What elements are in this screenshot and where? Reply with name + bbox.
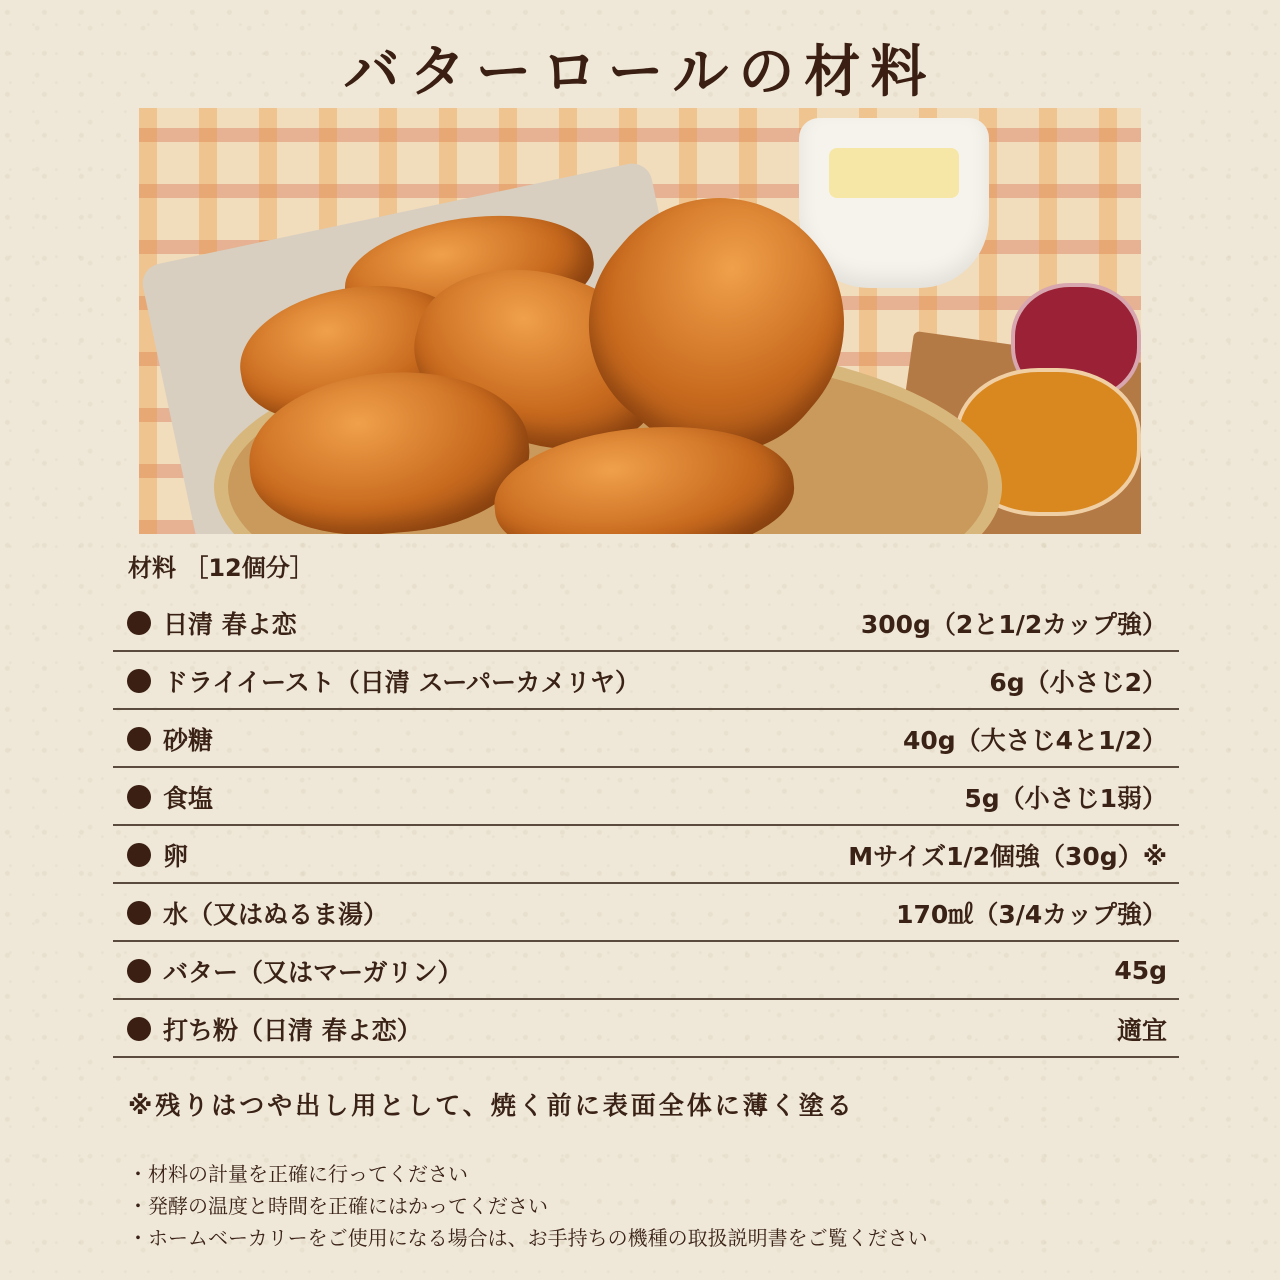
ingredient-row: [113, 827, 1179, 884]
ingredient-amount: 6g（小さじ2）: [989, 667, 1167, 697]
tip-item: ・材料の計量を正確に行ってください: [128, 1162, 468, 1186]
ingredient-name: 打ち粉（日清 春よ恋）: [163, 1015, 422, 1045]
bullet-icon: [127, 959, 151, 983]
bullet-icon: [127, 669, 151, 693]
ingredient-name: ドライイースト（日清 スーパーカメリヤ）: [163, 667, 640, 697]
ingredient-row: [113, 943, 1179, 1000]
butter-pieces: [829, 148, 959, 198]
ingredient-name: 水（又はぬるま湯）: [163, 899, 389, 929]
bullet-icon: [127, 901, 151, 925]
ingredient-amount: Mサイズ1/2個強（30g）※: [848, 841, 1167, 871]
ingredient-row: [113, 653, 1179, 710]
bullet-icon: [127, 843, 151, 867]
bread-rolls-photo: [139, 108, 1141, 534]
bullet-icon: [127, 611, 151, 635]
bullet-icon: [127, 727, 151, 751]
ingredient-amount: 45g: [1114, 956, 1167, 985]
ingredient-amount: 5g（小さじ1弱）: [964, 783, 1167, 813]
bullet-icon: [127, 1017, 151, 1041]
ingredient-name: バター（又はマーガリン）: [163, 957, 463, 987]
ingredient-row: [113, 1001, 1179, 1058]
ingredient-name: 砂糖: [163, 725, 214, 755]
ingredient-amount: 170㎖（3/4カップ強）: [896, 899, 1167, 929]
ingredient-row: [113, 711, 1179, 768]
ingredient-name: 食塩: [163, 783, 214, 813]
ingredient-name: 日清 春よ恋: [163, 609, 297, 639]
ingredient-row: [113, 885, 1179, 942]
tip-item: ・発酵の温度と時間を正確にはかってください: [128, 1194, 548, 1218]
ingredients-list: [113, 595, 1179, 1058]
ingredient-amount: 40g（大さじ4と1/2）: [902, 725, 1167, 755]
tip-item: ・ホームベーカリーをご使用になる場合は、お手持ちの機種の取扱説明書をご覧ください: [128, 1226, 928, 1250]
ingredient-row: [113, 769, 1179, 826]
page-title: バターロールの材料: [343, 40, 937, 105]
ingredient-row: [113, 595, 1179, 652]
glaze-note: ※残りはつや出し用として、焼く前に表面全体に薄く塗る: [128, 1091, 855, 1120]
ingredient-amount: 300g（2と1/2カップ強）: [860, 609, 1167, 639]
tips-list: [128, 1158, 928, 1254]
ingredients-heading: 材料 ［12個分］: [128, 554, 314, 582]
bullet-icon: [127, 785, 151, 809]
ingredient-amount: 適宜: [1116, 1015, 1167, 1045]
ingredient-name: 卵: [163, 841, 189, 871]
